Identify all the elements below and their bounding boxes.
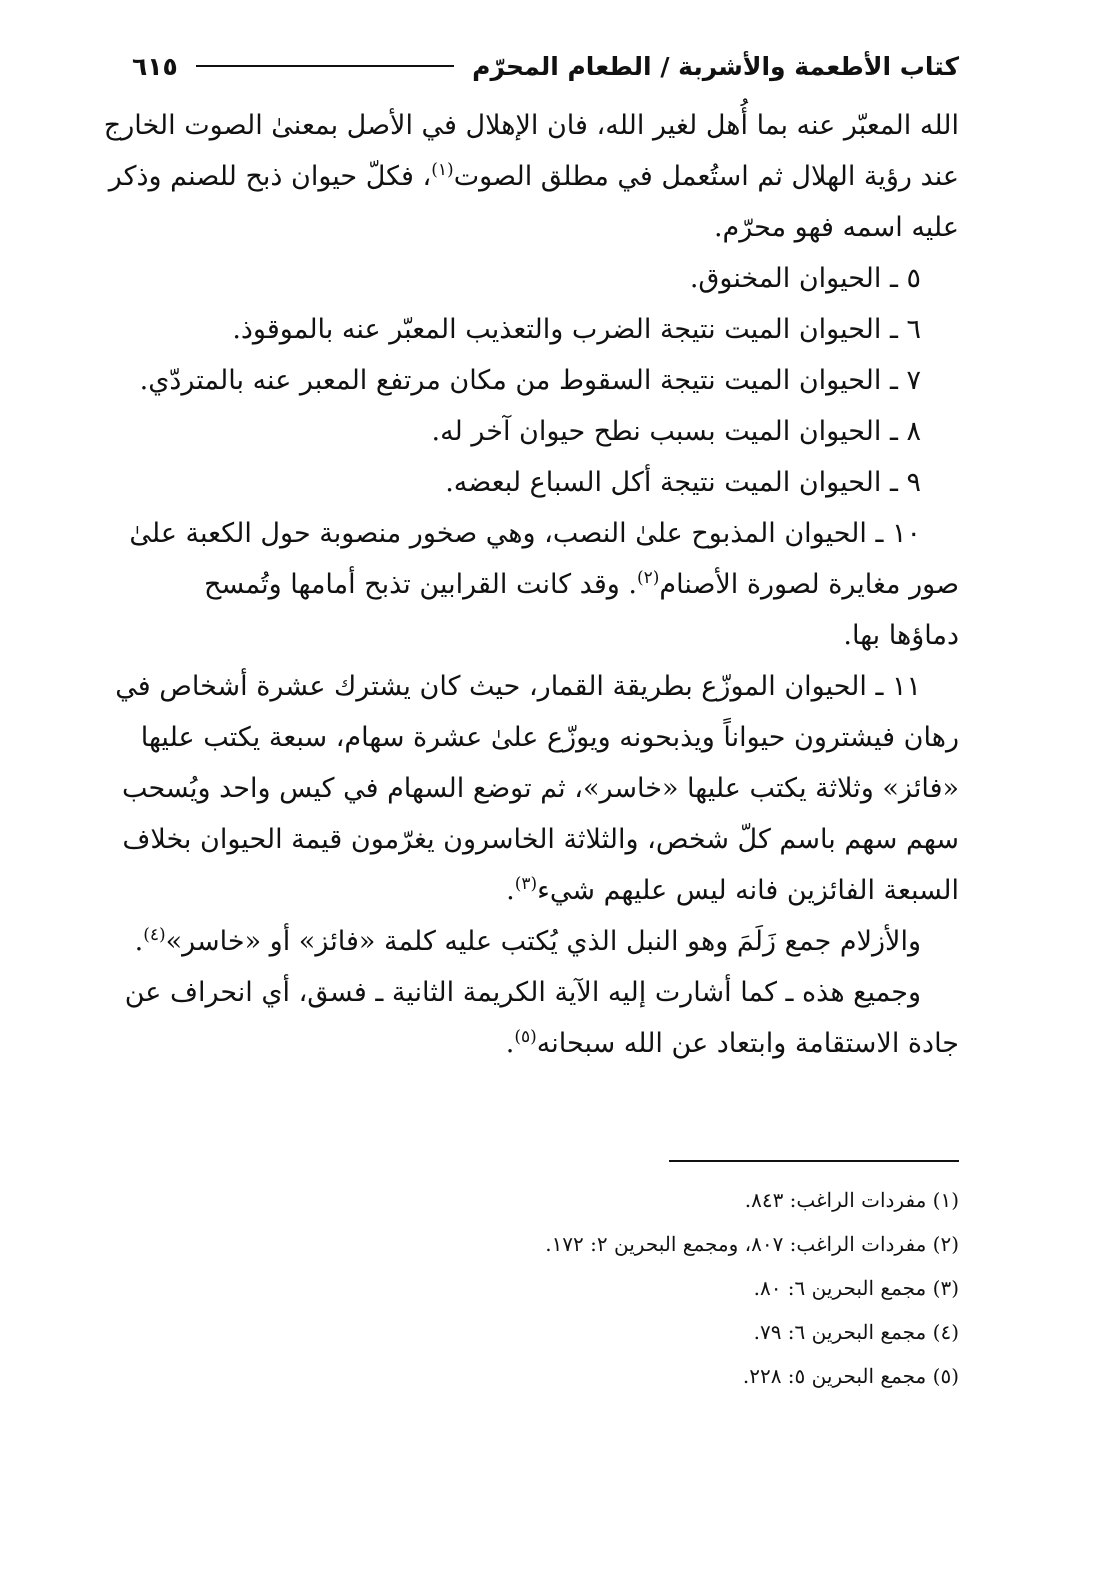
footnote-1: (١) مفردات الراغب: ٨٤٣. <box>744 1188 959 1212</box>
text-segment: عند رؤية الهلال ثم استُعمل في مطلق الصوت <box>453 161 959 192</box>
text-line: عليه اسمه فهو محرّم. <box>713 212 959 243</box>
conclusion-paragraph <box>124 967 959 1069</box>
footnotes <box>132 1178 959 1398</box>
footnote-ref: (٢) <box>636 568 660 588</box>
footnote-4: (٤) مجمع البحرين ٦: ٧٩. <box>753 1320 959 1344</box>
text-line: «فائز» وثلاثة يكتب عليها «خاسر»، ثم توضع السهام في كيس واحد ويُسحب <box>121 773 959 804</box>
footnote-ref: (٤) <box>143 925 166 945</box>
header-rule <box>196 65 454 67</box>
text-line: سهم سهم باسم كلّ شخص، والثلاثة الخاسرون يغرّمون قيمة الحيوان بخلاف <box>122 824 959 855</box>
main-text <box>103 100 959 1069</box>
page-number: ٦١٥ <box>132 51 178 81</box>
text-segment: . وقد كانت القرابين تذبح أمامها وتُمسح <box>204 569 637 600</box>
text-line: ١٠ ـ الحيوان المذبوح علىٰ النصب، وهي صخور منصوبة حول الكعبة علىٰ <box>129 518 921 549</box>
text-line: جادة الاستقامة وابتعاد عن الله سبحانه$^{(٥)}$. <box>505 1027 959 1059</box>
list-item: ٩ ـ الحيوان الميت نتيجة أكل السباع لبعضه. <box>445 467 921 498</box>
running-title: كتاب الأطعمة والأشربة / الطعام المحرّم <box>472 51 959 81</box>
footnote-2: (٢) مفردات الراغب: ٨٠٧، ومجمع البحرين ٢: ١٧٢. <box>545 1232 959 1256</box>
intro-paragraph <box>103 100 959 253</box>
item-11-paragraph <box>115 661 959 916</box>
footnote-ref: (٥) <box>514 1027 537 1047</box>
text-segment: السبعة الفائزين فانه ليس عليهم شيء <box>537 875 959 906</box>
azlam-paragraph: والأزلام جمع زَلَمَ وهو النبل الذي يُكتب عليه كلمة «فائز» أو «خاسر»$^{(٤)}$. <box>134 925 921 957</box>
list-item: ٧ ـ الحيوان الميت نتيجة السقوط من مكان مرتفع المعبر عنه بالمتردّي. <box>139 365 921 396</box>
footnote-ref: (١) <box>431 160 454 180</box>
text-line <box>132 559 959 610</box>
text-segment: صور مغايرة لصورة الأصنام <box>659 569 959 600</box>
text-segment: ، فكلّ حيوان ذبح للصنم وذكر <box>108 161 432 192</box>
text-line: ١١ ـ الحيوان الموزّع بطريقة القمار، حيث كان يشترك عشرة أشخاص في <box>115 671 921 702</box>
text-segment: والأزلام جمع زَلَمَ وهو النبل الذي يُكتب عليه كلمة «فائز» أو «خاسر» <box>165 926 921 957</box>
footnote-ref: (٣) <box>514 874 538 894</box>
text-line: دماؤها بها. <box>843 620 959 651</box>
footnote-separator <box>669 1160 959 1162</box>
list-item: ٨ ـ الحيوان الميت بسبب نطح حيوان آخر له. <box>431 416 921 447</box>
footnote-5: (٥) مجمع البحرين ٥: ٢٢٨. <box>742 1364 959 1388</box>
text-line: وجميع هذه ـ كما أشارت إليه الآية الكريمة الثانية ـ فسق، أي انحراف عن <box>124 977 921 1008</box>
text-segment: جادة الاستقامة وابتعاد عن الله سبحانه <box>536 1028 959 1059</box>
item-10-paragraph <box>129 508 959 661</box>
text-line: رهان فيشترون حيواناً ويذبحونه ويوزّع علىٰ عشرة سهام، سبعة يكتب عليها <box>140 722 959 753</box>
text-line: السبعة الفائزين فانه ليس عليهم شيء$^{(٣)}$. <box>506 874 959 906</box>
page-header <box>132 46 959 86</box>
list-item: ٦ ـ الحيوان الميت نتيجة الضرب والتعذيب المعبّر عنه بالموقوذ. <box>232 314 921 345</box>
text-line: الله المعبّر عنه بما أُهل لغير الله، فان الإهلال في الأصل بمعنىٰ الصوت الخارج <box>103 110 959 141</box>
list-item: ٥ ـ الحيوان المخنوق. <box>689 263 921 294</box>
text-line <box>108 151 959 202</box>
footnote-3: (٣) مجمع البحرين ٦: ٨٠. <box>753 1276 959 1300</box>
